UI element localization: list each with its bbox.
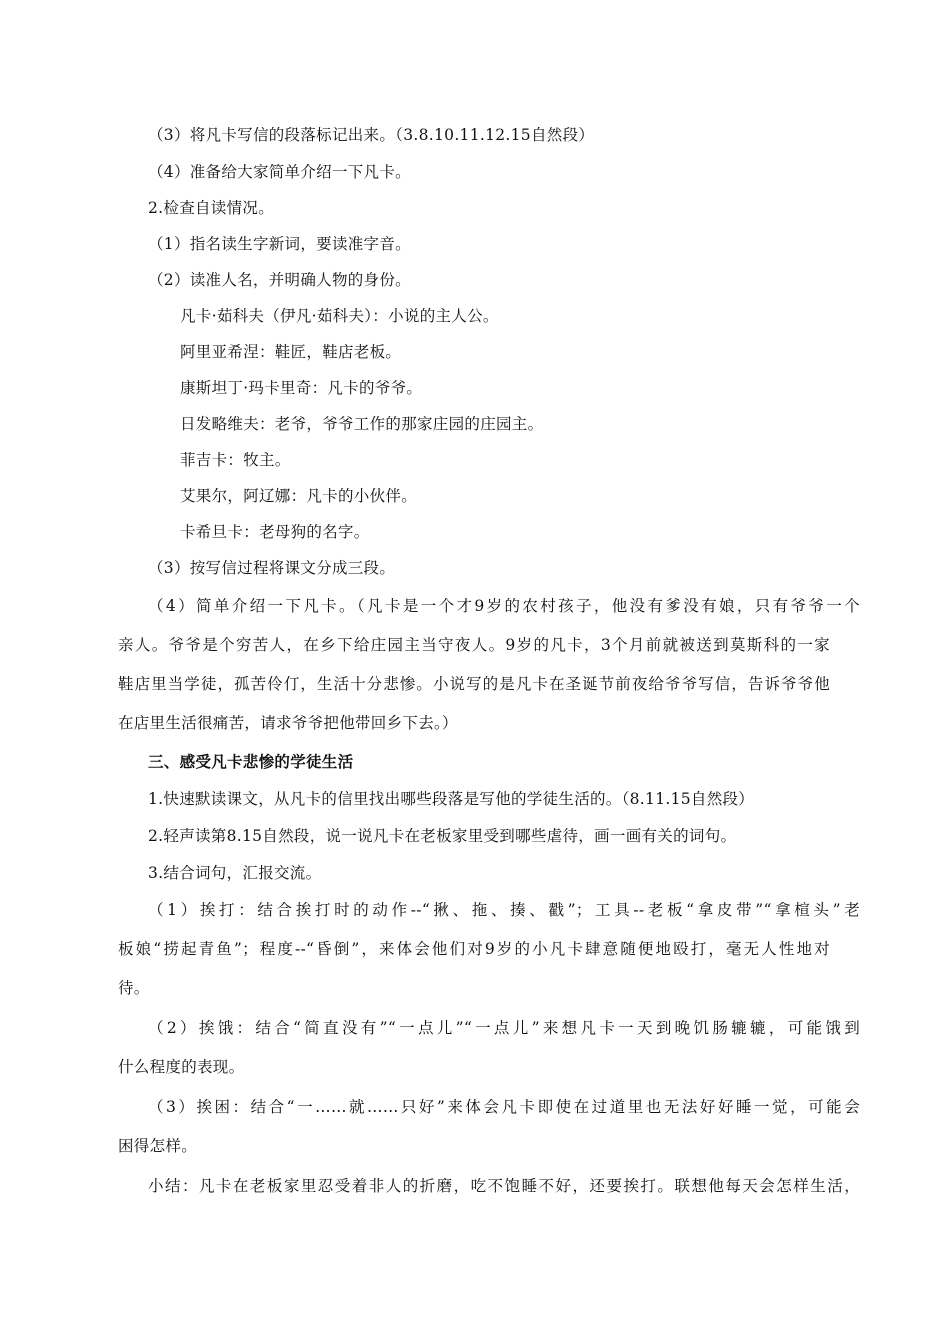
summary-paragraph-line-1: 小结：凡卡在老板家里忍受着非人的折磨，吃不饱睡不好，还要挨打。联想他每天会怎样生活，: [148, 1177, 860, 1195]
beaten-paragraph-line-1: （1）挨打：结合挨打时的动作--“揪、拖、揍、戳”；工具--老板“拿皮带”“拿楦头”老: [148, 901, 860, 919]
text-line-divide-three-sections: （3）按写信过程将课文分成三段。: [148, 559, 396, 577]
character-fedka: 菲吉卡：牧主。: [180, 451, 291, 469]
section-heading-three: 三、感受凡卡悲惨的学徒生活: [148, 752, 354, 771]
character-vanka: 凡卡·茹科夫（伊凡·茹科夫）：小说的主人公。: [180, 307, 499, 325]
beaten-paragraph-line-3: 待。: [118, 979, 150, 997]
sleepy-paragraph-line-1: （3）挨困：结合“一……就……只好”来体会凡卡即使在过道里也无法好好睡一觉，可能会: [148, 1098, 860, 1116]
intro-paragraph-line-3: 鞋店里当学徒，孤苦伶仃，生活十分悲惨。小说写的是凡卡在圣诞节前夜给爷爷写信，告诉爷爷他: [118, 675, 830, 693]
intro-paragraph-line-1: （4）简单介绍一下凡卡。（凡卡是一个才9岁的农村孩子，他没有爹没有娘，只有爷爷一个: [148, 597, 860, 615]
character-kashtanka: 卡希旦卡：老母狗的名字。: [180, 523, 370, 541]
character-egor-olga: 艾果尔，阿辽娜：凡卡的小伙伴。: [180, 487, 418, 505]
beaten-paragraph-line-2: 板娘“捞起青鱼”；程度--“昏倒”，来体会他们对9岁的小凡卡肆意随便地殴打，毫无人性地对: [118, 940, 830, 958]
intro-paragraph-line-2: 亲人。爷爷是个穷苦人，在乡下给庄园主当守夜人。9岁的凡卡，3个月前就被送到莫斯科的一家: [118, 636, 830, 654]
intro-paragraph-line-4: 在店里生活很痛苦，请求爷爷把他带回乡下去。）: [118, 714, 458, 732]
character-alyakhin: 阿里亚希涅：鞋匠，鞋店老板。: [180, 343, 402, 361]
text-line-read-names: （2）读准人名，并明确人物的身份。: [148, 271, 411, 289]
text-line-quick-silent-reading: 1.快速默读课文，从凡卡的信里找出哪些段落是写他的学徒生活的。（8.11.15自然段）: [148, 790, 755, 808]
text-line-step-4-prepare-intro: （4）准备给大家简单介绍一下凡卡。: [148, 163, 411, 181]
hungry-paragraph-line-1: （2）挨饿：结合“简直没有”“一点儿”“一点儿”来想凡卡一天到晚饥肠辘辘，可能饿到: [148, 1019, 860, 1037]
character-zhivarev: 日发略维夫：老爷，爷爷工作的那家庄园的庄园主。: [180, 415, 544, 433]
text-line-read-new-words: （1）指名读生字新词，要读准字音。: [148, 235, 411, 253]
character-konstantin: 康斯坦丁·玛卡里奇：凡卡的爷爷。: [180, 379, 423, 397]
sleepy-paragraph-line-2: 困得怎样。: [118, 1137, 198, 1155]
text-line-read-paragraphs-8-15: 2.轻声读第8.15自然段，说一说凡卡在老板家里受到哪些虐待，画一画有关的词句。: [148, 827, 737, 845]
text-line-step-3-mark-letter-paragraphs: （3）将凡卡写信的段落标记出来。（3.8.10.11.12.15自然段）: [148, 126, 595, 144]
hungry-paragraph-line-2: 什么程度的表现。: [118, 1058, 245, 1076]
text-line-check-self-reading: 2.检查自读情况。: [148, 199, 274, 217]
text-line-report-exchange: 3.结合词句，汇报交流。: [148, 864, 322, 882]
